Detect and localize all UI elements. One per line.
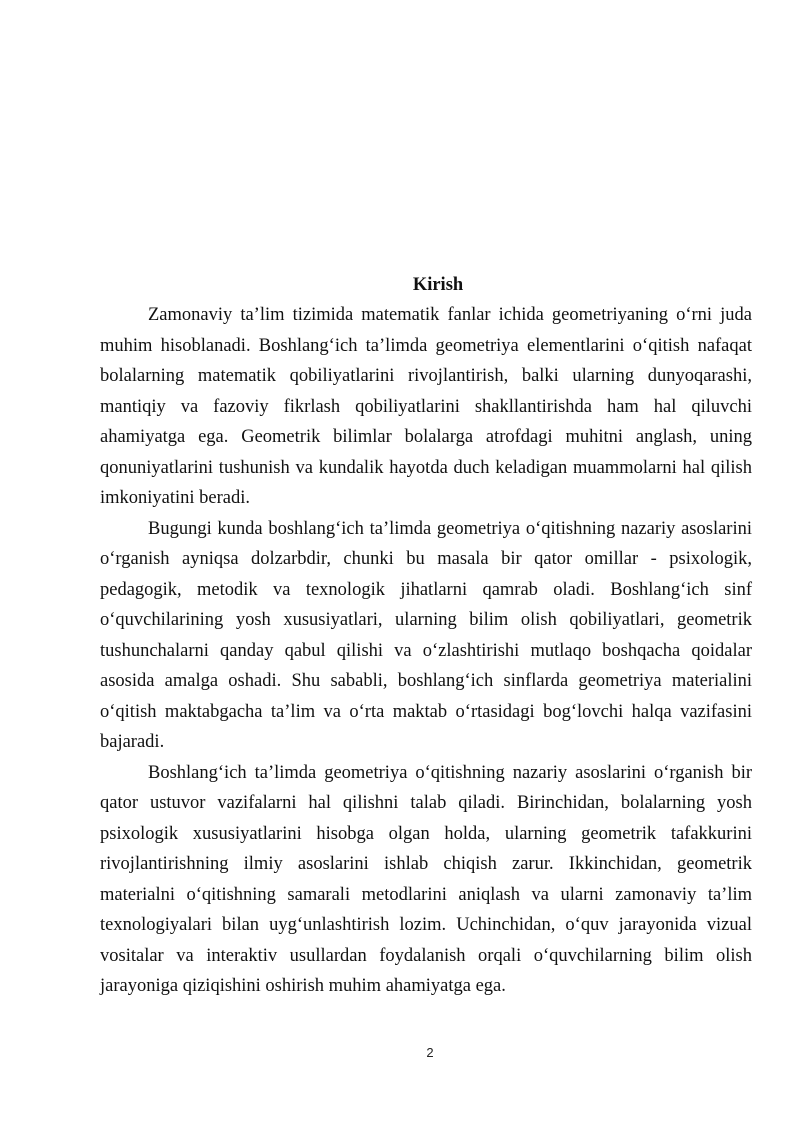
section-heading: Kirish <box>412 275 464 295</box>
paragraph-1: Zamonaviy ta’lim tizimida matematik fanlar ichida geometriyaning o‘rni juda muhim hisoblanadi. Boshlang‘ich ta’limda geometriya elementlarini o‘qitish nafaqat bolalarning matematik qobiliyatlarini rivojlantirish, balki ularning dunyoqarashi, mantiqiy va fazoviy fikrlash qobiliyatlarini shakllantirishda ham hal qiluvchi ahamiyatga ega. Geometrik bilimlar bolalarga atrofdagi muhitni anglash, uning qonuniyatlarini tushunish va kundalik hayotda duch keladigan muammolarni hal qilish imkoniyatini beradi. <box>100 305 752 508</box>
page-number: 2 <box>426 1045 434 1060</box>
paragraph-3: Boshlang‘ich ta’limda geometriya o‘qitishning nazariy asoslarini o‘rganish bir qator ustuvor vazifalarni hal qilishni talab qiladi. Birinchidan, bolalarning yosh psixologik xususiyatlarini hisobga olgan holda, ularning geometrik tafakkurini rivojlantirishning ilmiy asoslarini ishlab chiqish zarur. Ikkinchidan, geometrik materialni o‘qitishning samarali metodlarini aniqlash va ularni zamonaviy ta’lim texnologiyalari bilan uyg‘unlashtirish lozim. Uchinchidan, o‘quv jarayonida vizual vositalar va interaktiv usullardan foydalanish orqali o‘quvchilarning bilim olish jarayoniga qiziqishini oshirish muhim ahamiyatga ega. <box>100 762 752 996</box>
page-body <box>100 270 752 1002</box>
paragraph-2: Bugungi kunda boshlang‘ich ta’limda geometriya o‘qitishning nazariy asoslarini o‘rganish ayniqsa dolzarbdir, chunki bu masala bir qator omillar - psixologik, pedagogik, metodik va texnologik jihatlarni qamrab oladi. Boshlang‘ich sinf o‘quvchilarining yosh xususiyatlari, ularning bilim olish qobiliyatlari, geometrik tushunchalarni qanday qabul qilishi va o‘zlashtirishi mutlaqo boshqacha qoidalar asosida amalga oshadi. Shu sababli, boshlang‘ich sinflarda geometriya materialini o‘qitish maktabgacha ta’lim va o‘rta maktab o‘rtasidagi bog‘lovchi halqa vazifasini bajaradi. <box>100 518 752 752</box>
